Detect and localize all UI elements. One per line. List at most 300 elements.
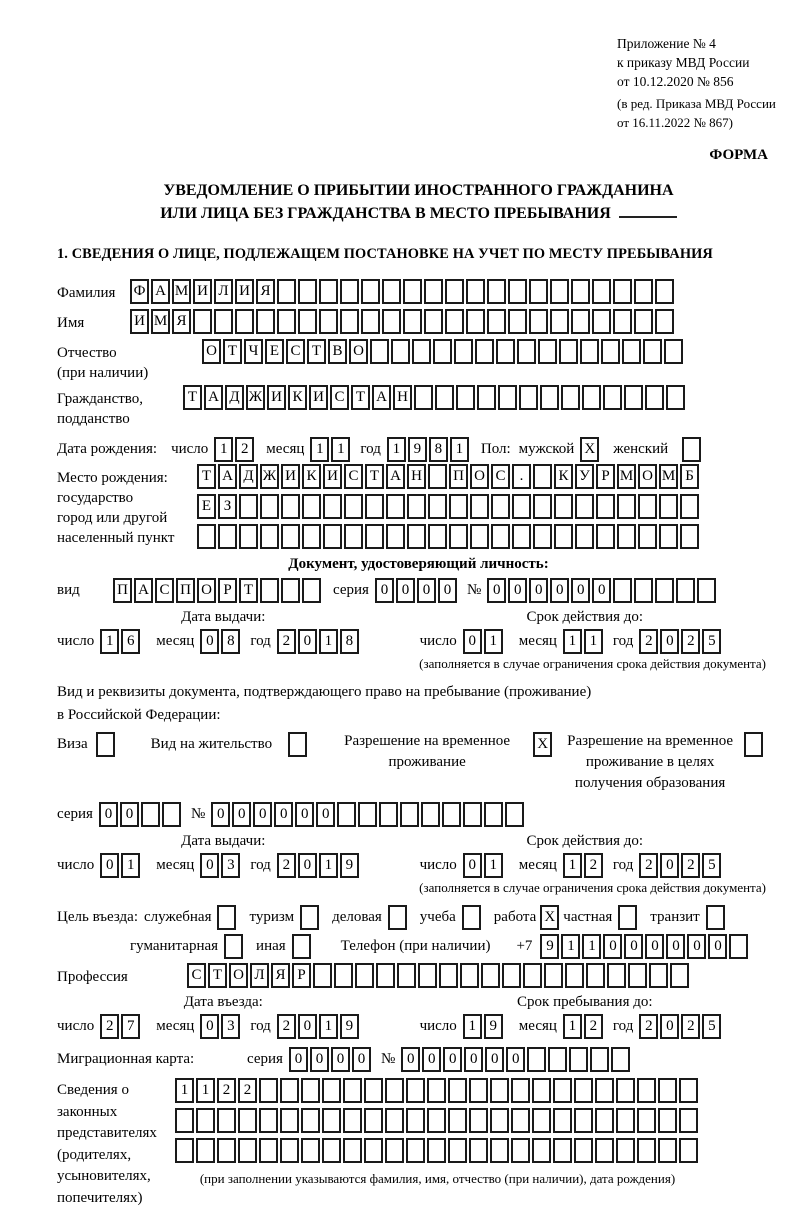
char-cell[interactable] <box>613 279 632 304</box>
char-cell[interactable] <box>550 279 569 304</box>
char-cell[interactable]: 1 <box>310 437 329 462</box>
char-cell[interactable] <box>323 494 342 519</box>
char-cell[interactable] <box>344 494 363 519</box>
residence-permit-checkbox[interactable] <box>288 732 307 757</box>
char-cell[interactable]: 0 <box>120 802 139 827</box>
char-cell[interactable]: А <box>386 464 405 489</box>
char-cell[interactable] <box>460 963 479 988</box>
char-cell[interactable] <box>445 309 464 334</box>
char-cell[interactable] <box>281 494 300 519</box>
char-cell[interactable] <box>238 1108 257 1133</box>
char-cell[interactable]: 1 <box>584 629 603 654</box>
char-cell[interactable] <box>365 524 384 549</box>
char-cell[interactable]: 0 <box>487 578 506 603</box>
char-cell[interactable]: Т <box>351 385 370 410</box>
char-cell[interactable] <box>680 494 699 519</box>
char-cell[interactable] <box>428 494 447 519</box>
char-cell[interactable] <box>533 464 552 489</box>
male-checkbox[interactable]: X <box>580 437 599 462</box>
char-cell[interactable] <box>260 524 279 549</box>
char-cell[interactable]: 2 <box>639 853 658 878</box>
char-cell[interactable] <box>406 1078 425 1103</box>
char-cell[interactable]: О <box>197 578 216 603</box>
char-cell[interactable]: 1 <box>175 1078 194 1103</box>
char-cell[interactable] <box>217 1108 236 1133</box>
char-cell[interactable]: 2 <box>639 1014 658 1039</box>
char-cell[interactable] <box>616 1108 635 1133</box>
char-cell[interactable] <box>162 802 181 827</box>
char-cell[interactable] <box>470 524 489 549</box>
char-cell[interactable]: О <box>349 339 368 364</box>
char-cell[interactable]: 0 <box>375 578 394 603</box>
char-cell[interactable]: М <box>172 279 191 304</box>
char-cell[interactable]: 1 <box>100 629 119 654</box>
char-cell[interactable]: 5 <box>702 853 721 878</box>
char-cell[interactable] <box>601 339 620 364</box>
char-cell[interactable] <box>617 494 636 519</box>
char-cell[interactable] <box>533 524 552 549</box>
char-cell[interactable]: Б <box>680 464 699 489</box>
char-cell[interactable]: О <box>202 339 221 364</box>
char-cell[interactable] <box>490 1108 509 1133</box>
char-cell[interactable] <box>412 339 431 364</box>
char-cell[interactable] <box>532 1078 551 1103</box>
char-cell[interactable] <box>586 963 605 988</box>
char-cell[interactable]: 1 <box>196 1078 215 1103</box>
char-cell[interactable] <box>391 339 410 364</box>
char-cell[interactable]: У <box>575 464 594 489</box>
char-cell[interactable]: 0 <box>401 1047 420 1072</box>
char-cell[interactable] <box>403 279 422 304</box>
char-cell[interactable] <box>498 385 517 410</box>
char-cell[interactable]: 9 <box>340 1014 359 1039</box>
char-cell[interactable] <box>532 1138 551 1163</box>
char-cell[interactable] <box>622 339 641 364</box>
char-cell[interactable]: 1 <box>319 629 338 654</box>
char-cell[interactable]: 0 <box>298 629 317 654</box>
char-cell[interactable]: 0 <box>310 1047 329 1072</box>
char-cell[interactable] <box>259 1138 278 1163</box>
char-cell[interactable] <box>491 494 510 519</box>
char-cell[interactable]: Т <box>239 578 258 603</box>
char-cell[interactable]: Р <box>218 578 237 603</box>
char-cell[interactable] <box>424 309 443 334</box>
char-cell[interactable] <box>670 963 689 988</box>
char-cell[interactable]: 0 <box>396 578 415 603</box>
char-cell[interactable] <box>340 309 359 334</box>
char-cell[interactable] <box>256 309 275 334</box>
char-cell[interactable]: 8 <box>221 629 240 654</box>
char-cell[interactable] <box>595 1078 614 1103</box>
char-cell[interactable] <box>511 1138 530 1163</box>
char-cell[interactable]: Л <box>214 279 233 304</box>
char-cell[interactable] <box>397 963 416 988</box>
char-cell[interactable] <box>574 1078 593 1103</box>
char-cell[interactable] <box>469 1078 488 1103</box>
char-cell[interactable]: 9 <box>484 1014 503 1039</box>
char-cell[interactable] <box>424 279 443 304</box>
char-cell[interactable]: 1 <box>563 629 582 654</box>
char-cell[interactable]: 0 <box>687 934 706 959</box>
char-cell[interactable]: 0 <box>529 578 548 603</box>
char-cell[interactable]: Т <box>223 339 242 364</box>
char-cell[interactable]: 2 <box>277 629 296 654</box>
char-cell[interactable] <box>532 1108 551 1133</box>
char-cell[interactable] <box>582 385 601 410</box>
char-cell[interactable] <box>544 963 563 988</box>
char-cell[interactable] <box>580 339 599 364</box>
char-cell[interactable] <box>433 339 452 364</box>
char-cell[interactable] <box>616 1138 635 1163</box>
char-cell[interactable]: А <box>151 279 170 304</box>
char-cell[interactable]: Н <box>393 385 412 410</box>
char-cell[interactable]: С <box>155 578 174 603</box>
char-cell[interactable]: 0 <box>571 578 590 603</box>
char-cell[interactable]: А <box>218 464 237 489</box>
char-cell[interactable] <box>519 385 538 410</box>
char-cell[interactable] <box>302 524 321 549</box>
char-cell[interactable] <box>379 802 398 827</box>
char-cell[interactable] <box>554 494 573 519</box>
char-cell[interactable]: 9 <box>408 437 427 462</box>
char-cell[interactable]: 0 <box>331 1047 350 1072</box>
char-cell[interactable] <box>553 1078 572 1103</box>
char-cell[interactable]: 1 <box>214 437 233 462</box>
char-cell[interactable]: Я <box>256 279 275 304</box>
char-cell[interactable] <box>197 524 216 549</box>
char-cell[interactable] <box>487 309 506 334</box>
char-cell[interactable]: 2 <box>217 1078 236 1103</box>
char-cell[interactable]: С <box>286 339 305 364</box>
char-cell[interactable]: 1 <box>319 1014 338 1039</box>
char-cell[interactable] <box>322 1108 341 1133</box>
char-cell[interactable] <box>565 963 584 988</box>
char-cell[interactable]: В <box>328 339 347 364</box>
char-cell[interactable] <box>658 1078 677 1103</box>
char-cell[interactable]: 0 <box>422 1047 441 1072</box>
char-cell[interactable]: М <box>151 309 170 334</box>
char-cell[interactable] <box>538 339 557 364</box>
char-cell[interactable]: 1 <box>484 629 503 654</box>
char-cell[interactable] <box>505 802 524 827</box>
char-cell[interactable] <box>679 1138 698 1163</box>
char-cell[interactable] <box>466 309 485 334</box>
char-cell[interactable] <box>637 1138 656 1163</box>
char-cell[interactable]: 2 <box>584 1014 603 1039</box>
purpose-study-checkbox[interactable] <box>462 905 481 930</box>
char-cell[interactable]: 2 <box>639 629 658 654</box>
char-cell[interactable]: 5 <box>702 1014 721 1039</box>
char-cell[interactable] <box>456 385 475 410</box>
char-cell[interactable] <box>361 279 380 304</box>
char-cell[interactable] <box>427 1138 446 1163</box>
char-cell[interactable]: 2 <box>681 1014 700 1039</box>
char-cell[interactable] <box>679 1108 698 1133</box>
char-cell[interactable] <box>175 1108 194 1133</box>
char-cell[interactable] <box>571 309 590 334</box>
char-cell[interactable]: 8 <box>340 629 359 654</box>
char-cell[interactable]: Т <box>307 339 326 364</box>
char-cell[interactable] <box>376 963 395 988</box>
char-cell[interactable] <box>448 1138 467 1163</box>
char-cell[interactable] <box>343 1078 362 1103</box>
char-cell[interactable]: 1 <box>450 437 469 462</box>
char-cell[interactable] <box>517 339 536 364</box>
char-cell[interactable] <box>645 385 664 410</box>
purpose-work-checkbox[interactable]: X <box>540 905 559 930</box>
char-cell[interactable] <box>511 1078 530 1103</box>
char-cell[interactable]: 2 <box>238 1078 257 1103</box>
char-cell[interactable]: 3 <box>221 1014 240 1039</box>
char-cell[interactable] <box>421 802 440 827</box>
char-cell[interactable] <box>260 578 279 603</box>
char-cell[interactable] <box>643 339 662 364</box>
char-cell[interactable] <box>382 309 401 334</box>
char-cell[interactable] <box>340 279 359 304</box>
char-cell[interactable]: Н <box>407 464 426 489</box>
char-cell[interactable] <box>592 279 611 304</box>
char-cell[interactable]: О <box>229 963 248 988</box>
char-cell[interactable] <box>561 385 580 410</box>
char-cell[interactable]: 0 <box>708 934 727 959</box>
char-cell[interactable] <box>559 339 578 364</box>
char-cell[interactable]: 1 <box>121 853 140 878</box>
char-cell[interactable] <box>319 279 338 304</box>
char-cell[interactable] <box>435 385 454 410</box>
char-cell[interactable]: 0 <box>645 934 664 959</box>
char-cell[interactable]: 0 <box>295 802 314 827</box>
char-cell[interactable] <box>540 385 559 410</box>
char-cell[interactable] <box>280 1108 299 1133</box>
char-cell[interactable] <box>508 309 527 334</box>
char-cell[interactable]: К <box>288 385 307 410</box>
char-cell[interactable] <box>322 1078 341 1103</box>
char-cell[interactable] <box>343 1108 362 1133</box>
char-cell[interactable]: Т <box>208 963 227 988</box>
char-cell[interactable]: 1 <box>582 934 601 959</box>
char-cell[interactable]: 0 <box>200 1014 219 1039</box>
char-cell[interactable] <box>238 1138 257 1163</box>
char-cell[interactable]: 0 <box>298 853 317 878</box>
char-cell[interactable] <box>487 279 506 304</box>
char-cell[interactable] <box>628 963 647 988</box>
char-cell[interactable] <box>634 279 653 304</box>
char-cell[interactable] <box>442 802 461 827</box>
char-cell[interactable] <box>239 524 258 549</box>
char-cell[interactable]: И <box>281 464 300 489</box>
char-cell[interactable]: 0 <box>289 1047 308 1072</box>
char-cell[interactable] <box>449 494 468 519</box>
char-cell[interactable]: Д <box>239 464 258 489</box>
char-cell[interactable] <box>322 1138 341 1163</box>
char-cell[interactable]: 0 <box>99 802 118 827</box>
char-cell[interactable]: И <box>130 309 149 334</box>
char-cell[interactable] <box>523 963 542 988</box>
char-cell[interactable]: 9 <box>540 934 559 959</box>
char-cell[interactable] <box>344 524 363 549</box>
char-cell[interactable] <box>301 1138 320 1163</box>
char-cell[interactable] <box>235 309 254 334</box>
char-cell[interactable] <box>196 1138 215 1163</box>
char-cell[interactable]: 1 <box>319 853 338 878</box>
char-cell[interactable]: А <box>204 385 223 410</box>
char-cell[interactable] <box>655 578 674 603</box>
char-cell[interactable]: 1 <box>563 853 582 878</box>
char-cell[interactable] <box>281 524 300 549</box>
char-cell[interactable]: 6 <box>121 629 140 654</box>
char-cell[interactable]: З <box>218 494 237 519</box>
char-cell[interactable]: О <box>638 464 657 489</box>
char-cell[interactable] <box>508 279 527 304</box>
char-cell[interactable] <box>575 524 594 549</box>
char-cell[interactable] <box>575 494 594 519</box>
char-cell[interactable] <box>611 1047 630 1072</box>
char-cell[interactable] <box>449 524 468 549</box>
char-cell[interactable] <box>658 1108 677 1133</box>
char-cell[interactable] <box>658 1138 677 1163</box>
char-cell[interactable] <box>427 1078 446 1103</box>
char-cell[interactable] <box>370 339 389 364</box>
char-cell[interactable]: Я <box>172 309 191 334</box>
char-cell[interactable] <box>406 1108 425 1133</box>
char-cell[interactable] <box>553 1108 572 1133</box>
char-cell[interactable]: 2 <box>681 629 700 654</box>
char-cell[interactable] <box>603 385 622 410</box>
char-cell[interactable] <box>655 309 674 334</box>
char-cell[interactable] <box>529 309 548 334</box>
char-cell[interactable]: 2 <box>681 853 700 878</box>
char-cell[interactable] <box>634 309 653 334</box>
char-cell[interactable] <box>280 1078 299 1103</box>
char-cell[interactable]: 0 <box>274 802 293 827</box>
char-cell[interactable]: 0 <box>443 1047 462 1072</box>
char-cell[interactable]: 0 <box>464 1047 483 1072</box>
char-cell[interactable] <box>729 934 748 959</box>
char-cell[interactable]: 1 <box>484 853 503 878</box>
char-cell[interactable]: 0 <box>603 934 622 959</box>
char-cell[interactable]: 0 <box>417 578 436 603</box>
char-cell[interactable] <box>666 385 685 410</box>
char-cell[interactable] <box>571 279 590 304</box>
char-cell[interactable]: И <box>193 279 212 304</box>
char-cell[interactable]: 2 <box>584 853 603 878</box>
char-cell[interactable]: 2 <box>277 853 296 878</box>
char-cell[interactable] <box>527 1047 546 1072</box>
char-cell[interactable] <box>634 578 653 603</box>
char-cell[interactable]: 0 <box>232 802 251 827</box>
char-cell[interactable] <box>659 524 678 549</box>
temp-residence-education-checkbox[interactable] <box>744 732 763 757</box>
char-cell[interactable] <box>175 1138 194 1163</box>
char-cell[interactable] <box>664 339 683 364</box>
char-cell[interactable] <box>548 1047 567 1072</box>
char-cell[interactable]: 0 <box>506 1047 525 1072</box>
char-cell[interactable] <box>361 309 380 334</box>
char-cell[interactable]: 1 <box>331 437 350 462</box>
char-cell[interactable] <box>491 524 510 549</box>
char-cell[interactable] <box>637 1108 656 1133</box>
char-cell[interactable]: Т <box>365 464 384 489</box>
char-cell[interactable] <box>385 1138 404 1163</box>
char-cell[interactable] <box>466 279 485 304</box>
char-cell[interactable] <box>301 1108 320 1133</box>
char-cell[interactable] <box>418 963 437 988</box>
char-cell[interactable] <box>484 802 503 827</box>
char-cell[interactable] <box>364 1078 383 1103</box>
char-cell[interactable] <box>595 1138 614 1163</box>
char-cell[interactable]: 0 <box>660 853 679 878</box>
char-cell[interactable]: П <box>176 578 195 603</box>
char-cell[interactable] <box>364 1108 383 1133</box>
char-cell[interactable]: 0 <box>508 578 527 603</box>
char-cell[interactable] <box>613 578 632 603</box>
char-cell[interactable] <box>496 339 515 364</box>
char-cell[interactable] <box>697 578 716 603</box>
char-cell[interactable] <box>385 1108 404 1133</box>
temp-residence-checkbox[interactable]: X <box>533 732 552 757</box>
char-cell[interactable] <box>301 1078 320 1103</box>
char-cell[interactable]: И <box>309 385 328 410</box>
char-cell[interactable]: Л <box>250 963 269 988</box>
char-cell[interactable] <box>511 1108 530 1133</box>
char-cell[interactable]: 2 <box>277 1014 296 1039</box>
char-cell[interactable]: . <box>512 464 531 489</box>
char-cell[interactable]: 1 <box>387 437 406 462</box>
char-cell[interactable]: Я <box>271 963 290 988</box>
char-cell[interactable] <box>679 1078 698 1103</box>
char-cell[interactable]: 0 <box>253 802 272 827</box>
char-cell[interactable] <box>574 1138 593 1163</box>
visa-checkbox[interactable] <box>96 732 115 757</box>
char-cell[interactable]: Е <box>265 339 284 364</box>
char-cell[interactable] <box>529 279 548 304</box>
char-cell[interactable]: 5 <box>702 629 721 654</box>
char-cell[interactable]: К <box>302 464 321 489</box>
char-cell[interactable] <box>259 1108 278 1133</box>
char-cell[interactable] <box>512 494 531 519</box>
female-checkbox[interactable] <box>682 437 701 462</box>
char-cell[interactable]: 9 <box>340 853 359 878</box>
char-cell[interactable]: 0 <box>592 578 611 603</box>
char-cell[interactable] <box>364 1138 383 1163</box>
purpose-other-checkbox[interactable] <box>292 934 311 959</box>
char-cell[interactable] <box>386 494 405 519</box>
purpose-private-checkbox[interactable] <box>618 905 637 930</box>
char-cell[interactable]: 0 <box>352 1047 371 1072</box>
char-cell[interactable] <box>550 309 569 334</box>
char-cell[interactable] <box>365 494 384 519</box>
char-cell[interactable]: К <box>554 464 573 489</box>
char-cell[interactable]: 0 <box>316 802 335 827</box>
char-cell[interactable] <box>214 309 233 334</box>
char-cell[interactable]: 2 <box>100 1014 119 1039</box>
char-cell[interactable]: Е <box>197 494 216 519</box>
char-cell[interactable] <box>343 1138 362 1163</box>
char-cell[interactable]: 0 <box>550 578 569 603</box>
char-cell[interactable] <box>239 494 258 519</box>
char-cell[interactable] <box>592 309 611 334</box>
char-cell[interactable] <box>649 963 668 988</box>
char-cell[interactable] <box>533 494 552 519</box>
char-cell[interactable]: И <box>323 464 342 489</box>
char-cell[interactable] <box>676 578 695 603</box>
char-cell[interactable] <box>217 1138 236 1163</box>
char-cell[interactable] <box>428 464 447 489</box>
char-cell[interactable] <box>617 524 636 549</box>
char-cell[interactable] <box>414 385 433 410</box>
purpose-tourism-checkbox[interactable] <box>300 905 319 930</box>
char-cell[interactable] <box>355 963 374 988</box>
